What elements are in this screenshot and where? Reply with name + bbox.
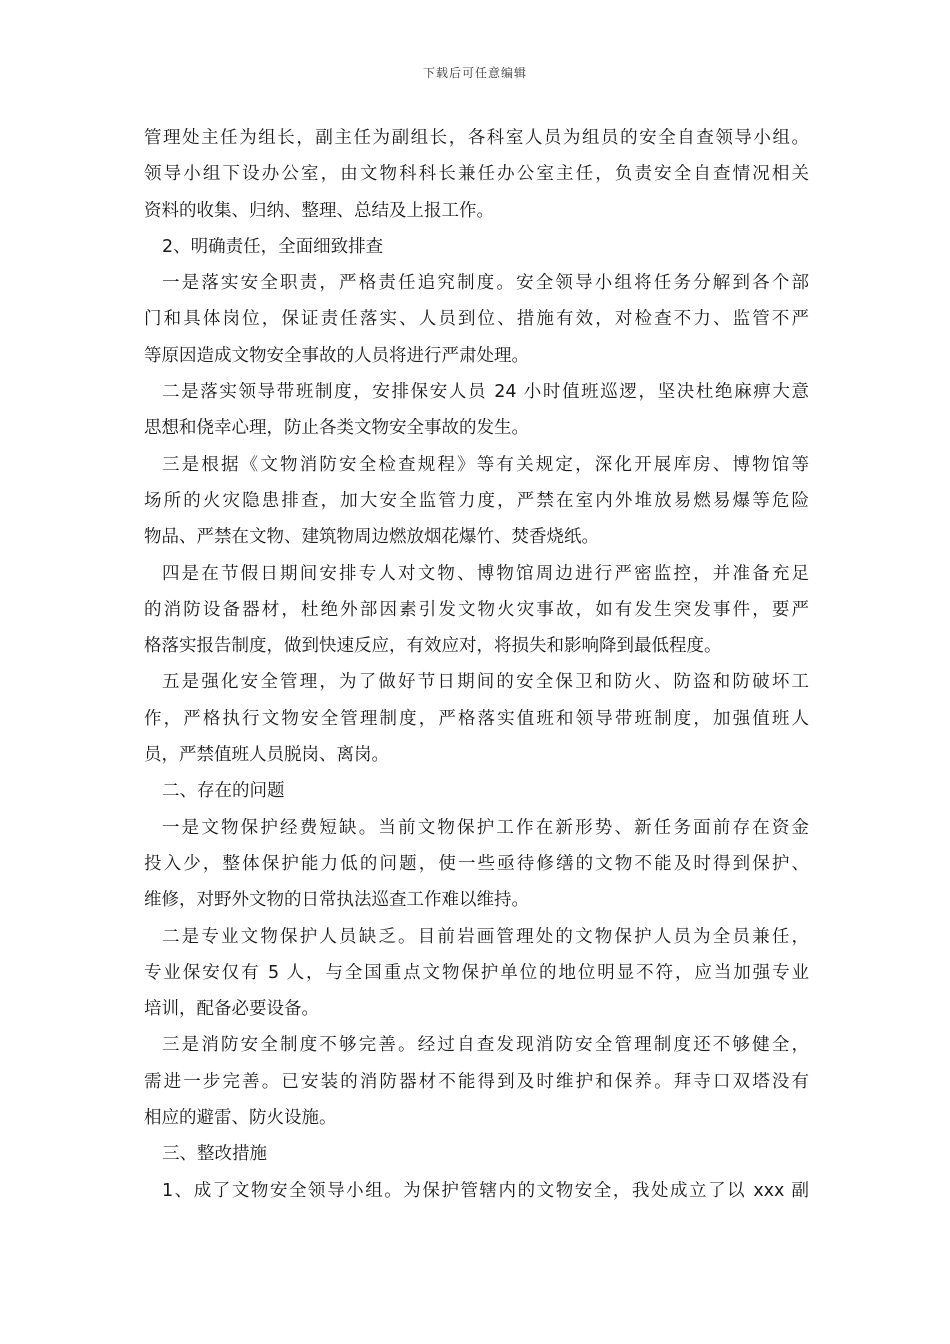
text-line: 的消防设备器材，杜绝外部因素引发文物火灾事故，如有发生突发事件，要严 xyxy=(144,599,809,620)
text-line: 场所的火灾隐患排查，加大安全监管力度，严禁在室内外堆放易燃易爆等危险 xyxy=(144,490,809,511)
text-line: 管理处主任为组长，副主任为副组长，各科室人员为组员的安全自查领导小组。 xyxy=(144,128,809,148)
text-line: 物品、严禁在文物、建筑物周边燃放烟花爆竹、焚香烧纸。 xyxy=(144,527,599,548)
text-line: 投入少，整体保护能力低的问题，使一些亟待修缮的文物不能及时得到保护、 xyxy=(144,853,809,874)
text-line: 相应的避雷、防火设施。 xyxy=(144,1108,337,1129)
text-line: 员，严禁值班人员脱岗、离岗。 xyxy=(144,745,389,766)
text-line: 一是文物保护经费短缺。当前文物保护工作在新形势、新任务面前存在资金 xyxy=(162,817,809,838)
text-line: 1、成了文物安全领导小组。为保护管辖内的文物安全，我处成立了以 xxx 副 xyxy=(162,1180,809,1201)
text-line: 维修，对野外文物的日常执法巡查工作难以维持。 xyxy=(144,890,529,911)
text-line: 作，严格执行文物安全管理制度，严格落实值班和领导带班制度，加强值班人 xyxy=(144,708,809,729)
text-line: 三是消防安全制度不够完善。经过自查发现消防安全管理制度还不够健全， xyxy=(162,1035,809,1056)
text-line: 专业保安仅有 5 人，与全国重点文物保护单位的地位明显不符，应当加强专业 xyxy=(144,962,809,983)
document-body xyxy=(144,120,809,1209)
text-line: 思想和侥幸心理，防止各类文物安全事故的发生。 xyxy=(144,418,529,439)
text-line: 2、明确责任，全面细致排查 xyxy=(162,236,384,257)
text-line: 三、整改措施 xyxy=(162,1144,267,1165)
text-line: 二、存在的问题 xyxy=(162,781,285,802)
text-line: 培训，配备必要设备。 xyxy=(144,999,319,1020)
text-line: 四是在节假日期间安排专人对文物、博物馆周边进行严密监控，并准备充足 xyxy=(162,563,809,584)
text-line: 需进一步完善。已安装的消防器材不能得到及时维护和保养。拜寺口双塔没有 xyxy=(144,1071,809,1092)
text-line: 领导小组下设办公室，由文物科科长兼任办公室主任，负责安全自查情况相关 xyxy=(144,164,809,185)
text-line: 三是根据《文物消防安全检查规程》等有关规定，深化开展库房、博物馆等 xyxy=(162,454,809,475)
text-line: 格落实报告制度，做到快速反应，有效应对，将损失和影响降到最低程度。 xyxy=(144,636,722,657)
text-line: 门和具体岗位，保证责任落实、人员到位、措施有效，对检查不力、监管不严 xyxy=(144,309,809,330)
text-line: 五是强化安全管理，为了做好节日期间的安全保卫和防火、防盗和防破坏工 xyxy=(162,672,809,693)
text-line: 二是落实领导带班制度，安排保安人员 24 小时值班巡逻，坚决杜绝麻痹大意 xyxy=(162,382,809,403)
text-line: 一是落实安全职责，严格责任追究制度。安全领导小组将任务分解到各个部 xyxy=(162,273,809,294)
page-header: 下载后可任意编辑 xyxy=(422,66,527,80)
text-line: 等原因造成文物安全事故的人员将进行严肃处理。 xyxy=(144,345,529,366)
text-line: 资料的收集、归纳、整理、总结及上报工作。 xyxy=(144,200,494,221)
text-line: 二是专业文物保护人员缺乏。目前岩画管理处的文物保护人员为全员兼任， xyxy=(162,926,809,947)
